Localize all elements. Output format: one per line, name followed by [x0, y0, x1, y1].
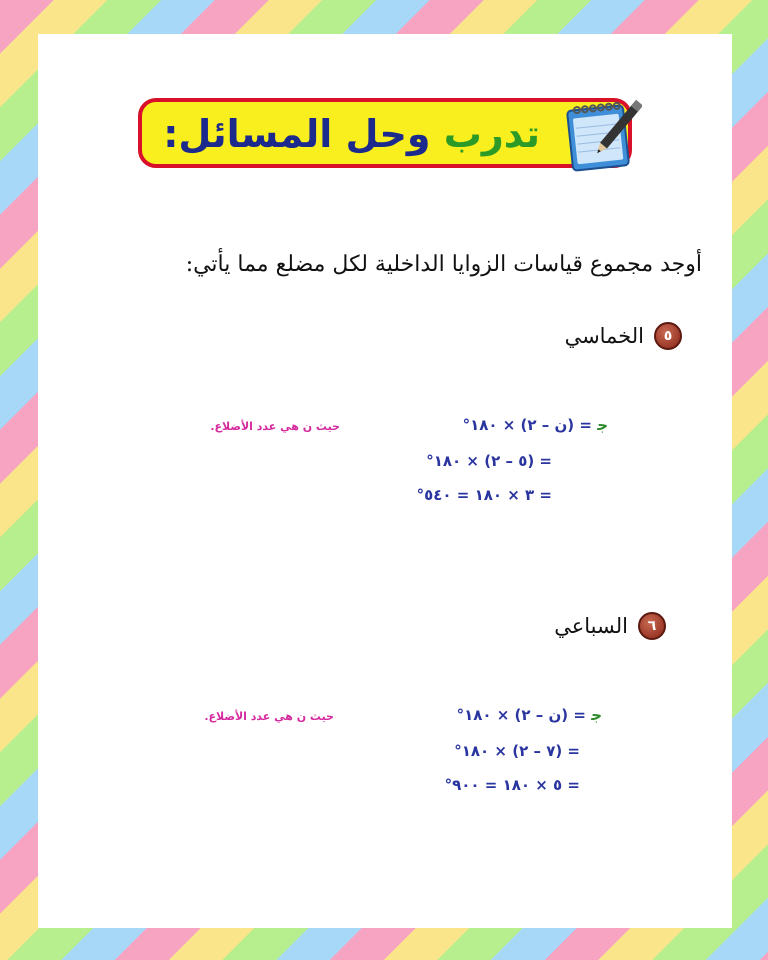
banner-title-part2: وحل المسائل:: [163, 112, 431, 156]
notepad-pen-icon: [560, 90, 642, 174]
formula-rest: = (ن – ٢) × ١٨٠°: [456, 706, 592, 724]
banner-title-part1: تدرب: [443, 112, 540, 156]
question-5-header: [565, 322, 682, 350]
formula-line: [463, 416, 608, 434]
note-text: حيث ن هي عدد الأضلاع.: [204, 710, 334, 723]
question-label: الخماسي: [564, 324, 644, 348]
question-number-badge: ٦: [638, 612, 666, 640]
formula-prefix: ﺟ: [591, 706, 602, 724]
formula-rest: = (ن – ٢) × ١٨٠°: [462, 416, 598, 434]
step-1: = (٥ – ٢) × ١٨٠°: [426, 452, 552, 470]
section-banner: [138, 98, 632, 168]
question-label: السباعي: [554, 614, 628, 638]
question-number-badge: ٥: [654, 322, 682, 350]
formula-prefix: ﺟ: [597, 416, 608, 434]
formula-line: [457, 706, 602, 724]
step-2: = ٥ × ١٨٠ = ٩٠٠°: [444, 776, 580, 794]
banner-title: [163, 108, 540, 160]
worksheet-page: [38, 34, 732, 928]
instruction-text: أوجد مجموع قياسات الزوايا الداخلية لكل مضلع مما يأتي:: [185, 252, 702, 277]
note-text: حيث ن هي عدد الأضلاع.: [210, 420, 340, 433]
step-1: = (٧ – ٢) × ١٨٠°: [454, 742, 580, 760]
step-2: = ٣ × ١٨٠ = ٥٤٠°: [416, 486, 552, 504]
question-6-header: [554, 612, 666, 640]
